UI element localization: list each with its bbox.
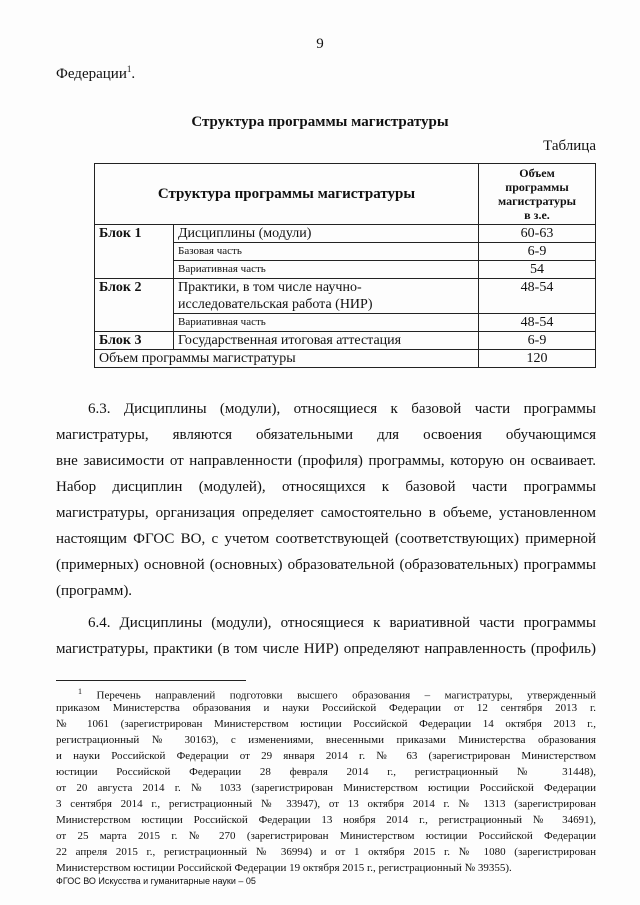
block-name: Практики, в том числе научно- исследовательская работа (НИР) (174, 279, 479, 314)
sub-name: Базовая часть (174, 243, 479, 261)
table-row (95, 332, 596, 350)
header-structure: Структура программы магистратуры (95, 164, 479, 225)
sub-value: 48-54 (479, 314, 596, 332)
block-name: Государственная итоговая аттестация (174, 332, 479, 350)
block-name: Дисциплины (модули) (174, 225, 479, 243)
page-number: 9 (316, 36, 324, 52)
table-label: Таблица (543, 138, 596, 154)
sub-value: 6-9 (479, 243, 596, 261)
sub-name: Вариативная часть (174, 314, 479, 332)
total-name: Объем программы магистратуры (95, 350, 479, 368)
header-volume: Объем программы магистратуры в з.е. (479, 164, 596, 225)
sub-value: 54 (479, 261, 596, 279)
structure-table (94, 163, 596, 368)
table-header-row (95, 164, 596, 225)
table-title: Структура программы магистратуры (191, 114, 449, 130)
table-row (95, 279, 596, 314)
block-label: Блок 1 (95, 225, 174, 279)
sub-name: Вариативная часть (174, 261, 479, 279)
page-footer: ФГОС ВО Искусства и гуманитарные науки – 05 (56, 876, 256, 886)
footnote-ref: 1 (126, 64, 132, 74)
total-value: 120 (479, 350, 596, 368)
footnote: $^1$ Перечень направлений подготовки высшего образования – магистратуры, утвержденный приказом Министерства образования и науки Российской Федерации от 12 сентября 2013 г. № 1061 (зарегистрирован Министерством юстиции Российской Федерации 14 октября 2013 г., регистрационный № 30163), с изменениями, внесенными приказами Министерства образования и науки Российской Федерации от 29 января 2014 г. № 63 (зарегистрирован Министерством юстиции Российской Федерации 28 февраля 2014 г., регистрационный № 31448), от 20 августа 2014 г. № 1033 (зарегистрирован Министерством юстиции Российской Федерации 3 сентября 2014 г., регистрационный № 33947), от 13 октября 2014 г. № 1313 (зарегистрирован Министерством юстиции Российской Федерации 13 ноября 2014 г., регистрационный № 34691), от 25 марта 2015 г. № 270 (зарегистрирован Министерством юстиции Российской Федерации 22 апреля 2015 г., регистрационный № 36994) и от 1 октября 2015 г. № 1080 (зарегистрирован Министерством юстиции Российской Федерации 19 октября 2015 г., регистрационный № 39355). (56, 687, 596, 874)
paragraph-6-4: 6.4. Дисциплины (модули), относящиеся к вариативной части программы магистратуры, практики (в том числе НИР) определяют направленность (профиль) (56, 615, 596, 657)
paragraph-6-3: 6.3. Дисциплины (модули), относящиеся к базовой части программы магистратуры, являются обязательными для освоения обучающимся вне зависимости от направленности (профиля) программы, которую он осваивает. Набор дисциплин (модулей), относящихся к базовой части программы магистратуры, организация определяет самостоятельно в объеме, установленном настоящим ФГОС ВО, с учетом соответствующей (соответствующих) примерной (примерных) основной (основных) образовательной (образовательных) программы (программ). (56, 401, 596, 599)
table-row (95, 225, 596, 243)
table-total-row (95, 350, 596, 368)
continuation-text: Федерации$^1$. (56, 64, 136, 82)
footnote-mark: 1 (78, 687, 82, 696)
block-value: 6-9 (479, 332, 596, 350)
block-value: 48-54 (479, 279, 596, 314)
block-label: Блок 2 (95, 279, 174, 332)
footnote-divider (56, 680, 246, 681)
block-label: Блок 3 (95, 332, 174, 350)
block-value: 60-63 (479, 225, 596, 243)
